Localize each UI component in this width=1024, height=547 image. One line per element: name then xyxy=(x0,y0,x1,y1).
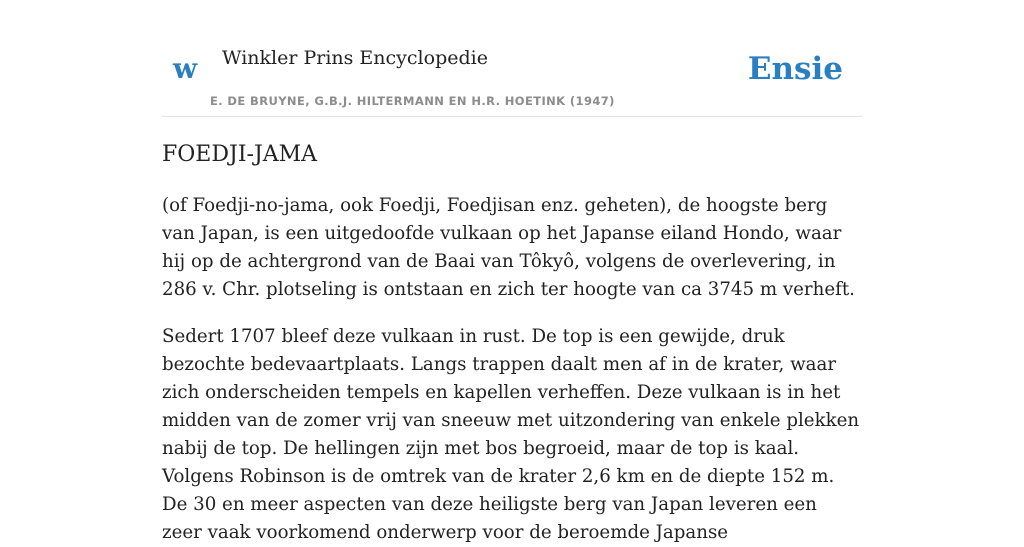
site-header xyxy=(162,0,862,117)
authors-byline: E. DE BRUYNE, G.B.J. HILTERMANN EN H.R. HOETINK (1947) xyxy=(210,94,615,108)
article-headword: FOEDJI-JAMA xyxy=(162,142,318,167)
logo-w[interactable]: w xyxy=(173,52,198,85)
article-body xyxy=(162,138,862,547)
article-paragraph: Sedert 1707 bleef deze vulkaan in rust. De top is een gewijde, druk bezochte bedevaartplaats. Langs trappen daalt men af in de krater, waar zich onderscheiden tempels en kapellen verheffen. Deze vulkaan is in het midden van de zomer vrij van sneeuw met uitzondering van enkele plekken nabij de top. De hellingen zijn met bos begroeid, maar de top is kaal. Volgens Robinson is de omtrek van de krater 2,6 km en de diepte 152 m. De 30 en meer aspecten van deze heiligste berg van Japan leveren een zeer vaak voorkomend onderwerp voor de beroemde Japanse xyxy=(162,326,860,543)
ensie-logo[interactable]: Ensie xyxy=(747,51,843,87)
article-paragraph: (of Foedji-no-jama, ook Foedji, Foedjisan enz. geheten), de hoogste berg van Japan, is een uitgedoofde vulkaan op het Japanse eiland Hondo, waar hij op de achtergrond van de Baai van Tôkyô, volgens de overlevering, in 286 v. Chr. plotseling is ontstaan en zich ter hoogte van ca 3745 m verheft. xyxy=(162,195,855,300)
site-title[interactable]: Winkler Prins Encyclopedie xyxy=(222,47,488,69)
